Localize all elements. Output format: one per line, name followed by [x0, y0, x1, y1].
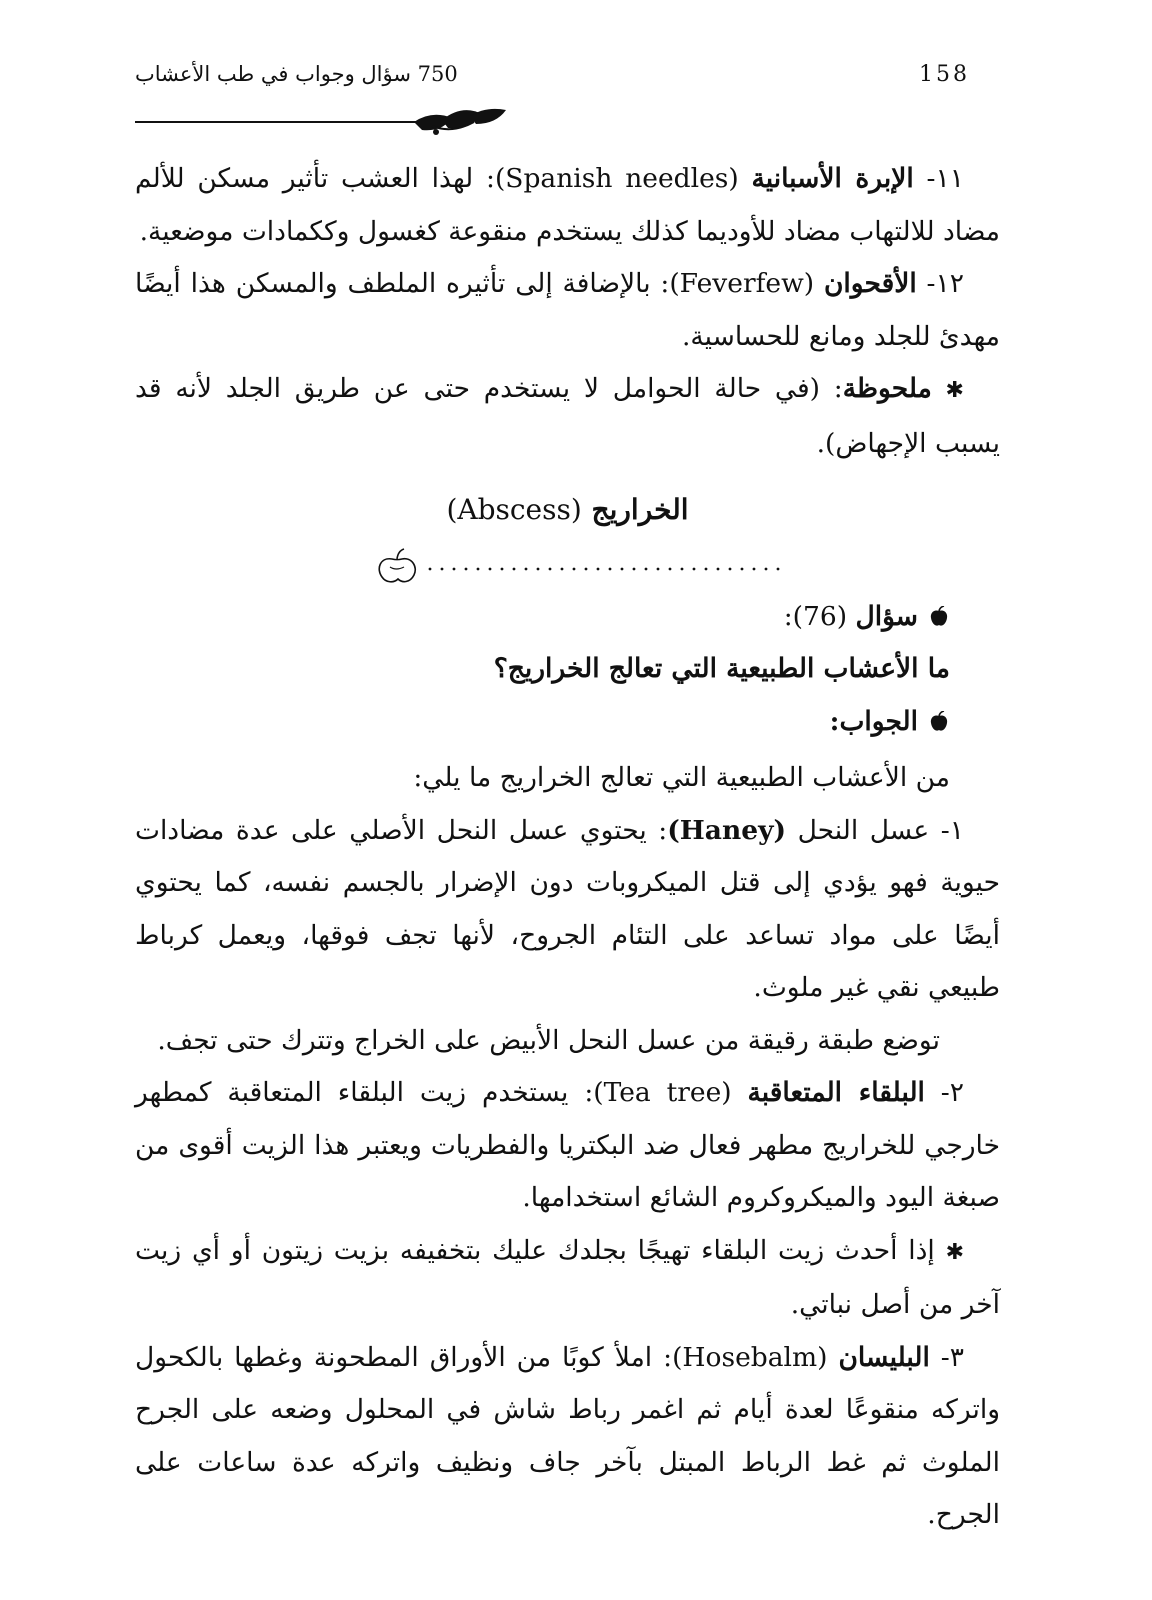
herb-english-name: (Feverfew)	[669, 268, 815, 299]
herb-description: يحتوي عسل النحل الأصلي على عدة مضادات حيوية فهو يؤدي إلى قتل الميكروبات دون الإضرار بالجسم نفسه، كما يحتوي أيضًا على مواد تساعد على التئام الجروح، لأنها تجف فوقها، ويعمل كرباط طبيعي نقي غير ملوث.	[135, 814, 1000, 1003]
separator: :	[652, 1341, 673, 1373]
question-label: سؤال	[855, 600, 918, 632]
herb-name: عسل النحل	[797, 814, 930, 846]
item-number: ١١-	[913, 163, 964, 194]
herb-name: البليسان	[838, 1341, 930, 1373]
question-text: ما الأعشاب الطبيعية التي تعالج الخراريج؟	[493, 653, 950, 684]
separator: :	[650, 268, 670, 299]
dotted-line-with-apple-icon	[370, 545, 790, 585]
herb-description: لهذا العشب تأثير مسكن للألم مضاد للالتهاب مضاد للأوديما كذلك يستخدم منقوعة كغسول وككمادات موضعية.	[135, 163, 1000, 247]
paragraph-feverfew	[135, 258, 1000, 363]
paragraph-spanish-needles	[135, 153, 1000, 258]
herb-english-name: (Tea tree)	[593, 1077, 732, 1108]
answer-label: الجواب:	[829, 705, 918, 737]
herb-name: البلقاء المتعاقبة	[747, 1077, 925, 1108]
separator: :	[568, 1077, 594, 1108]
item-number: ٢-	[924, 1077, 964, 1108]
herb-english-name: (Hosebalm)	[672, 1341, 828, 1373]
section-title-english: (Abscess)	[446, 493, 582, 526]
book-title: 750 سؤال وجواب في طب الأعشاب	[135, 62, 458, 86]
separator: :	[473, 163, 495, 194]
note-pregnancy	[135, 363, 1000, 470]
leaf-ornament-icon	[412, 104, 508, 138]
item-number: ١-	[929, 814, 964, 846]
dotted-divider	[135, 543, 1000, 591]
star-bullet-icon: ✱	[945, 1239, 964, 1265]
note-tea-tree-irritation	[135, 1225, 1000, 1332]
star-bullet-icon: ✱	[945, 378, 964, 403]
question-number: (76):	[783, 600, 848, 632]
paragraph-honey-usage: توضع طبقة رقيقة من عسل النحل الأبيض على الخراج وتترك حتى تجف.	[157, 1024, 940, 1056]
note-text: : (في حالة الحوامل لا يستخدم حتى عن طريق الجلد لأنه قد يسبب الإجهاض).	[135, 373, 1000, 459]
herb-description: بالإضافة إلى تأثيره الملطف والمسكن هذا أيضًا مهدئ للجلد ومانع للحساسية.	[135, 268, 1000, 352]
separator: :	[646, 814, 668, 846]
paragraph-hosebalm	[135, 1332, 1000, 1542]
section-heading	[135, 484, 1000, 537]
apple-bullet-icon	[928, 606, 950, 628]
section-title-arabic: الخراريج	[591, 493, 689, 526]
item-number: ٣-	[929, 1341, 964, 1373]
herb-description: املأ كوبًا من الأوراق المطحونة وغطها بالكحول واتركه منقوعًا لعدة أيام ثم اغمر رباط شاش في المحلول وضعه على الجرح الملوث ثم غط الرباط المبتل بآخر جاف ونظيف واتركه عدة ساعات على الجرح.	[135, 1341, 1000, 1530]
paragraph-tea-tree	[135, 1067, 1000, 1225]
page-body	[135, 153, 1000, 1542]
herb-english-name: (Spanish needles)	[494, 163, 739, 194]
running-header	[135, 62, 970, 102]
question-label-line	[135, 591, 950, 644]
herb-description: يستخدم زيت البلقاء المتعاقبة كمطهر خارجي للخراريج مطهر فعال ضد البكتريا والفطريات ويعتبر هذا الزيت أقوى من صبغة اليود والميكروكروم الشائع استخدامها.	[135, 1077, 1000, 1213]
herb-name: الإبرة الأسبانية	[751, 163, 914, 194]
herb-english-name: (Haney)	[667, 814, 787, 846]
herb-name: الأقحوان	[823, 268, 917, 299]
header-rule	[135, 121, 420, 123]
answer-intro: من الأعشاب الطبيعية التي تعالج الخراريج ما يلي:	[413, 762, 950, 793]
apple-bullet-icon	[928, 711, 950, 733]
paragraph-honey	[135, 805, 1000, 1015]
note-text: إذا أحدث زيت البلقاء تهيجًا بجلدك عليك بتخفيفه بزيت زيتون أو أي زيت آخر من أصل نباتي.	[135, 1234, 1000, 1320]
item-number: ١٢-	[916, 268, 964, 299]
page-number: 158	[919, 62, 970, 87]
note-label: ملحوظة	[842, 373, 932, 404]
answer-label-line	[135, 696, 950, 749]
